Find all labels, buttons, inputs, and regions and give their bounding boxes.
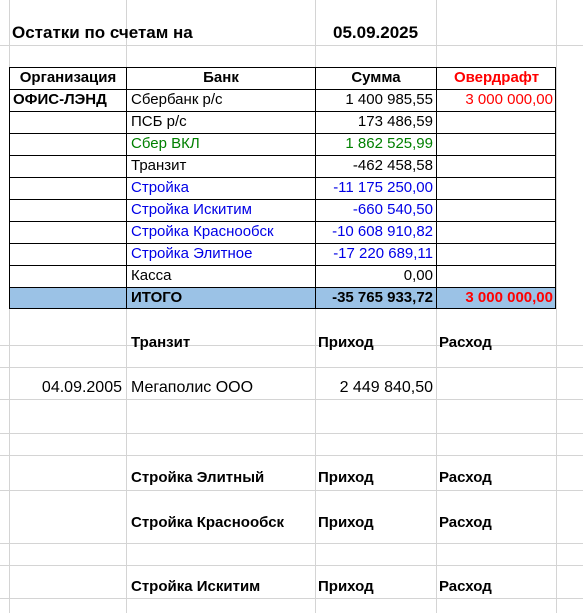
sum-cell[interactable]: -17 220 689,11	[333, 245, 433, 262]
sheet-title[interactable]: Остатки по счетам на	[12, 23, 193, 42]
org-name-cell[interactable]: ОФИС-ЛЭНД	[13, 91, 107, 108]
table-row-line	[9, 177, 556, 178]
grid-col-line	[556, 0, 557, 613]
transit-entry-amount[interactable]: 2 449 840,50	[339, 379, 433, 396]
sum-cell[interactable]: 173 486,59	[357, 113, 433, 130]
sum-cell[interactable]: -10 608 910,82	[332, 223, 433, 240]
table-row-line	[9, 221, 556, 222]
section-income-label[interactable]: Приход	[318, 514, 374, 531]
grid-row-line	[0, 490, 583, 491]
overdraft-cell[interactable]: 3 000 000,00	[465, 91, 553, 108]
header-overdraft[interactable]: Овердрафт	[453, 69, 540, 86]
transit-entry-date[interactable]: 04.09.2005	[41, 379, 122, 396]
section-title[interactable]: Стройка Краснообск	[131, 514, 285, 531]
report-date[interactable]: 05.09.2025	[333, 23, 419, 42]
bank-cell[interactable]: Касса	[131, 267, 172, 284]
bank-cell[interactable]: Сбербанк р/с	[131, 91, 223, 108]
bank-cell[interactable]: Стройка Элитное	[131, 245, 253, 262]
transit-income-label[interactable]: Приход	[318, 334, 374, 351]
table-row-line	[9, 265, 556, 266]
grid-row-line	[0, 367, 583, 368]
bank-cell[interactable]: Стройка Краснообск	[131, 223, 274, 240]
section-income-label[interactable]: Приход	[318, 578, 374, 595]
header-sum[interactable]: Сумма	[351, 69, 401, 86]
grid-row-line	[0, 345, 583, 346]
sum-cell[interactable]: -462 458,58	[352, 157, 433, 174]
transit-title[interactable]: Транзит	[131, 334, 191, 351]
table-row-line	[9, 133, 556, 134]
table-row-line	[9, 243, 556, 244]
grid-row-line	[0, 455, 583, 456]
grid-row-line	[0, 565, 583, 566]
bank-cell[interactable]: ПСБ р/с	[131, 113, 187, 130]
table-row-line	[9, 111, 556, 112]
section-expense-label[interactable]: Расход	[439, 469, 492, 486]
table-row-line	[9, 155, 556, 156]
sum-cell[interactable]: 1 862 525,99	[345, 135, 433, 152]
bank-cell[interactable]: Транзит	[131, 157, 187, 174]
bank-cell[interactable]: Стройка	[131, 179, 190, 196]
grid-row-line	[0, 543, 583, 544]
grid-row-line	[0, 433, 583, 434]
transit-expense-label[interactable]: Расход	[439, 334, 492, 351]
sum-cell[interactable]: -660 540,50	[352, 201, 433, 218]
bank-cell[interactable]: Сбер ВКЛ	[131, 135, 200, 152]
sum-cell[interactable]: -11 175 250,00	[333, 179, 433, 196]
total-sum[interactable]: -35 765 933,72	[332, 289, 433, 306]
sum-cell[interactable]: 1 400 985,55	[345, 91, 433, 108]
bank-cell[interactable]: Стройка Искитим	[131, 201, 252, 218]
section-expense-label[interactable]: Расход	[439, 514, 492, 531]
section-title[interactable]: Стройка Искитим	[131, 578, 261, 595]
section-income-label[interactable]: Приход	[318, 469, 374, 486]
table-row-line	[9, 199, 556, 200]
header-bank[interactable]: Банк	[203, 69, 239, 86]
section-expense-label[interactable]: Расход	[439, 578, 492, 595]
grid-row-line	[0, 399, 583, 400]
sum-cell[interactable]: 0,00	[403, 267, 433, 284]
transit-entry-counterparty[interactable]: Мегаполис ООО	[131, 379, 254, 396]
total-overdraft[interactable]: 3 000 000,00	[465, 289, 553, 306]
grid-row-line	[0, 598, 583, 599]
total-label[interactable]: ИТОГО	[131, 289, 183, 306]
header-org[interactable]: Организация	[19, 69, 117, 86]
section-title[interactable]: Стройка Элитный	[131, 469, 265, 486]
